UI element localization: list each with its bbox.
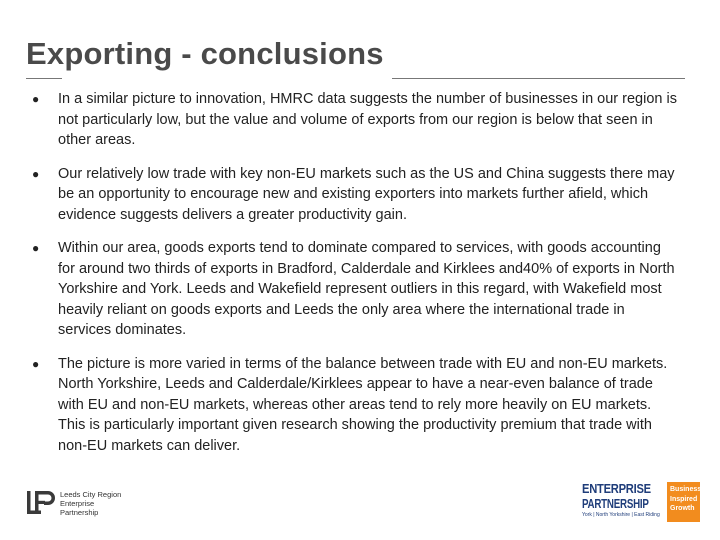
lep-logo (26, 489, 136, 521)
bullet-item (26, 354, 678, 457)
title-underline-right (392, 78, 685, 79)
bullet-text: The picture is more varied in terms of the balance between trade with EU and non-EU markets. North Yorkshire, Leeds and Calderdale/Kirklees appear to have a near-even balance of trade with EU and non-EU markets, whereas other areas tend to rely more heavily on EU markets. This is particularly important given research showing the productivity premium that trade with non-EU markets can deliver. (58, 355, 668, 454)
ep-logo-line: PARTNERSHIP (582, 496, 649, 511)
ep-logo-orange-box (667, 482, 700, 522)
bullet-item (26, 89, 678, 151)
lep-logo-line: Leeds City Region (60, 490, 122, 499)
bullet-text: Our relatively low trade with key non-EU markets such as the US and China suggests there may be an opportunity to encourage new and existing exporters into markets further afield, which evidence suggests delivers a greater productivity gain. (58, 165, 675, 223)
bullet-dot-icon: ● (32, 166, 40, 181)
lep-logo-line: Enterprise (60, 499, 95, 508)
bullet-text: Within our area, goods exports tend to dominate compared to services, with goods accounting for around two thirds of exports in Bradford, Calderdale and Kirklees and40% of exports in North Yorkshire and York. Leeds and Wakefield represent outliers in this regard, with Wakefield most heavily reliant on goods exports and Leeds the only area where the international trade in services dominates. (58, 240, 675, 338)
ep-logo-wordmark (582, 482, 666, 524)
lep-logo-mark-icon (26, 489, 56, 519)
slide-title: Exporting - conclusions (26, 36, 384, 71)
bullet-dot-icon: ● (32, 356, 40, 371)
enterprise-partnership-logo (582, 482, 700, 524)
ep-logo-tagline: York | North Yorkshire | East Riding (582, 512, 660, 518)
ep-logo-line: ENTERPRISE (582, 481, 651, 496)
bullet-list (26, 89, 678, 469)
lep-logo-line: Partnership (60, 508, 99, 517)
ep-box-line: Inspired (670, 495, 698, 503)
bullet-dot-icon: ● (32, 241, 40, 255)
bullet-item (26, 238, 678, 341)
lep-logo-text (60, 490, 121, 517)
ep-box-line: Business (670, 486, 702, 493)
title-underline-left (26, 78, 62, 79)
bullet-item (26, 164, 678, 226)
bullet-text: In a similar picture to innovation, HMRC data suggests the number of businesses in our region is not particularly low, but the value and volume of exports from our region is below that seen in other areas. (58, 91, 677, 148)
bullet-dot-icon: ● (32, 92, 40, 106)
ep-box-line: Growth (670, 505, 695, 512)
